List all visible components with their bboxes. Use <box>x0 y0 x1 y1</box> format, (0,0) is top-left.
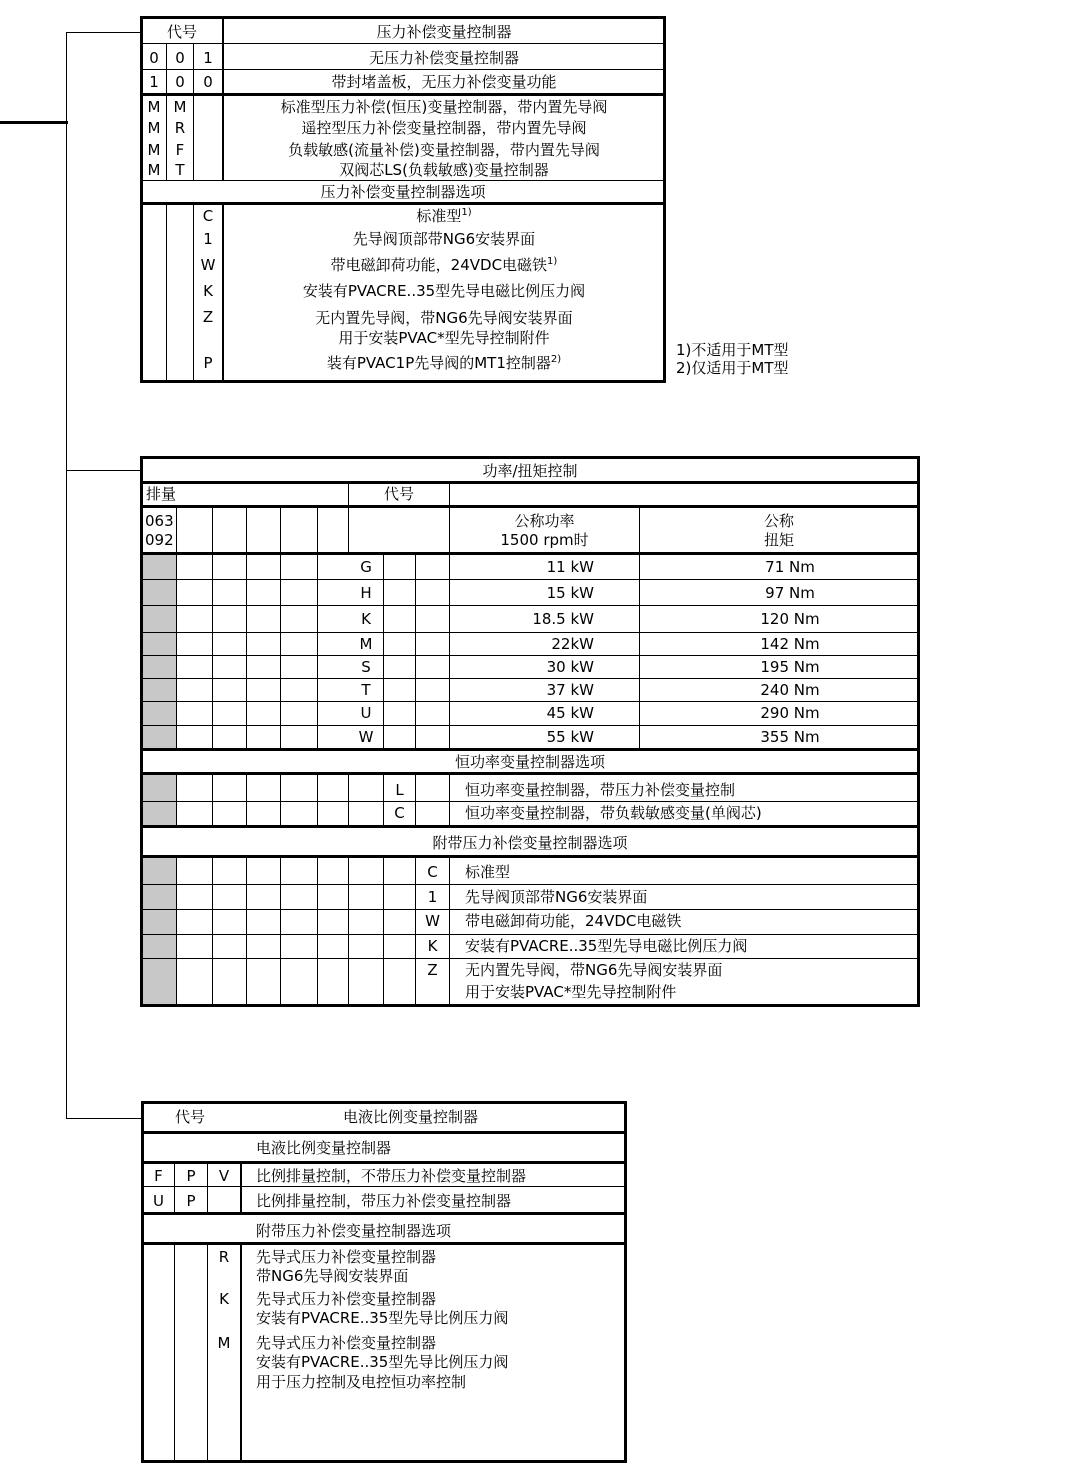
t1-option-desc: 先导阀顶部带NG6安装界面 <box>352 230 536 248</box>
t1-option-footnote: 1) <box>547 256 558 267</box>
t2-col-line <box>212 507 213 749</box>
t2-torque-value: 195 Nm <box>760 658 820 676</box>
t1-code-cell: 0 <box>203 73 213 91</box>
t1-desc: 无压力补偿变量控制器 <box>368 49 519 67</box>
t2-col-line <box>348 775 349 826</box>
t2-row-line <box>142 678 918 679</box>
t1-desc: 遥控型压力补偿变量控制器，带内置先导阀 <box>301 119 587 137</box>
t1-option-code: C <box>202 207 214 225</box>
t2-torque-value: 290 Nm <box>760 704 820 722</box>
t1-code-header: 代号 <box>166 23 197 41</box>
connector-vertical <box>66 32 67 1119</box>
t1-code-cell: M <box>173 98 187 116</box>
t1-code-cell: 0 <box>175 49 185 67</box>
t1-option-desc-text: 装有PVAC1P先导阀的MT1控制器 <box>326 354 551 372</box>
t2-col-line <box>246 507 247 749</box>
t2-power-code: M <box>359 635 373 653</box>
t2-row-line <box>142 958 918 959</box>
t2-pc-desc: 先导阀顶部带NG6安装界面 <box>465 888 648 906</box>
t2-pc-code: C <box>427 863 438 881</box>
t1-desc: 负载敏感(流量补偿)变量控制器，带内置先导阀 <box>288 141 600 159</box>
t1-row-line <box>142 69 664 70</box>
t2-col-line <box>212 858 213 1004</box>
t1-option-desc <box>224 353 664 373</box>
t2-cp-desc: 恒功率变量控制器，带压力补偿变量控制 <box>465 781 736 799</box>
t1-option-code: K <box>203 282 213 300</box>
t1-option-footnote: 2) <box>550 354 562 365</box>
t1-code-cell: 0 <box>175 73 185 91</box>
t3-code-cell: V <box>218 1167 230 1185</box>
t2-torque-header2: 扭矩 <box>763 531 794 549</box>
t1-option-code: Z <box>202 308 214 326</box>
t3-desc: 比例排量控制，不带压力补偿变量控制器 <box>256 1167 527 1185</box>
t2-power-value: 18.5 kW <box>532 610 594 628</box>
t2-power-code: S <box>361 658 371 676</box>
t2-col-line <box>280 858 281 1004</box>
t2-power-code: T <box>361 681 371 699</box>
t2-power-value: 15 kW <box>546 584 594 602</box>
t1-code-cell: M <box>147 141 161 159</box>
t2-col-line <box>246 775 247 826</box>
t2-col-line <box>383 858 384 1004</box>
t3-code-cell: P <box>186 1167 196 1185</box>
t2-power-value: 30 kW <box>546 658 594 676</box>
t3-code-cell: P <box>186 1192 196 1210</box>
t3-opt-code: R <box>218 1248 230 1266</box>
t1-desc: 带封堵盖板，无压力补偿变量功能 <box>331 73 557 91</box>
t2-power-code: G <box>360 558 372 576</box>
t1-option-desc: 安装有PVACRE..35型先导电磁比例压力阀 <box>302 282 586 300</box>
t2-pc-desc: 标准型 <box>465 863 511 881</box>
t1-row-line <box>142 93 664 96</box>
t3-row-line <box>143 1186 625 1187</box>
t2-row-line <box>142 725 918 726</box>
t2-power-header2: 1500 rpm时 <box>500 531 589 549</box>
t1-code-cell: T <box>175 161 185 179</box>
t3-opt-line: 带NG6先导阀安装界面 <box>256 1267 409 1285</box>
t2-cp-code: C <box>394 804 405 822</box>
t3-col-line <box>240 1164 242 1212</box>
t2-row-line <box>142 552 918 555</box>
t1-desc: 双阀芯LS(负载敏感)变量控制器 <box>339 161 549 179</box>
t2-row-line <box>142 655 918 656</box>
t1-code-cell: M <box>147 161 161 179</box>
t2-torque-value: 71 Nm <box>765 558 815 576</box>
t2-torque-header: 公称 <box>763 512 794 530</box>
t3-opt-line: 安装有PVACRE..35型先导比例压力阀 <box>256 1353 509 1371</box>
t2-torque-value: 142 Nm <box>760 635 820 653</box>
t3-title: 电液比例变量控制器 <box>343 1108 479 1126</box>
t3-opt-code: M <box>217 1334 231 1352</box>
t2-row-line <box>142 505 918 508</box>
t2-row-line <box>142 909 918 910</box>
t2-pc-desc-line2: 用于安装PVAC*型先导控制附件 <box>465 983 677 1001</box>
t2-disp-value: 092 <box>145 531 174 549</box>
t2-col-line <box>317 507 318 749</box>
t3-col-line <box>240 1245 242 1461</box>
t2-pc-desc: 无内置先导阀，带NG6先导阀安装界面 <box>465 961 723 979</box>
t1-option-desc-line2: 用于安装PVAC*型先导控制附件 <box>338 329 550 347</box>
t2-col-line <box>280 507 281 749</box>
t2-row-line <box>142 801 918 802</box>
t2-row-line <box>142 701 918 702</box>
t3-opt-line: 用于压力控制及电控恒功率控制 <box>256 1373 467 1391</box>
t2-cp-desc: 恒功率变量控制器，带负载敏感变量(单阀芯) <box>465 804 762 822</box>
t2-col-line <box>348 858 349 1004</box>
t1-option-code: 1 <box>203 230 213 248</box>
t2-pc-title: 附带压力补偿变量控制器选项 <box>432 834 628 852</box>
t2-col-line <box>383 555 384 749</box>
t2-gray-column <box>143 858 176 1004</box>
t3-opt-line: 先导式压力补偿变量控制器 <box>256 1290 437 1308</box>
t3-subtitle: 电液比例变量控制器 <box>256 1139 392 1157</box>
t2-col-line <box>176 507 177 749</box>
t3-opt-line: 先导式压力补偿变量控制器 <box>256 1334 437 1352</box>
connector-to-table1 <box>66 32 142 33</box>
t1-option-desc-text: 标准型 <box>416 207 462 225</box>
t2-col-line <box>246 858 247 1004</box>
t1-note: 2)仅适用于MT型 <box>676 359 789 377</box>
t2-col-line <box>449 775 450 826</box>
t2-row-line <box>142 481 918 484</box>
t2-title: 功率/扭矩控制 <box>482 462 578 480</box>
t1-option-desc: 无内置先导阀，带NG6先导阀安装界面 <box>315 309 573 327</box>
connector-to-table2 <box>66 470 142 471</box>
t2-torque-value: 120 Nm <box>760 610 820 628</box>
t2-col-line <box>176 858 177 1004</box>
t3-opt-title: 附带压力补偿变量控制器选项 <box>256 1222 452 1240</box>
t2-power-code: W <box>358 728 374 746</box>
t2-pc-code: W <box>425 912 440 930</box>
t3-desc: 比例排量控制，带压力补偿变量控制器 <box>256 1192 512 1210</box>
t2-row-line <box>142 772 918 775</box>
t2-col-line <box>415 555 416 749</box>
t2-power-code: U <box>360 704 372 722</box>
t1-option-desc <box>224 206 664 226</box>
t3-row-line <box>143 1161 625 1164</box>
t2-power-value: 22kW <box>551 635 594 653</box>
t1-option-desc-text: 带电磁卸荷功能，24VDC电磁铁 <box>330 256 548 274</box>
t1-title: 压力补偿变量控制器 <box>376 23 512 41</box>
t3-opt-code: K <box>219 1290 229 1308</box>
t2-torque-value: 355 Nm <box>760 728 820 746</box>
t3-col-line <box>174 1245 175 1461</box>
t1-note: 1)不适用于MT型 <box>676 341 789 359</box>
t3-row-line <box>143 1212 625 1215</box>
t2-power-code: H <box>360 584 372 602</box>
t1-option-footnote: 1) <box>461 207 472 218</box>
t1-code-cell: F <box>175 141 185 159</box>
t2-disp-label: 排量 <box>146 485 177 503</box>
t1-code-cell: M <box>147 98 161 116</box>
t2-power-value: 37 kW <box>546 681 594 699</box>
t2-pc-code: K <box>427 937 438 955</box>
t2-pc-code: 1 <box>427 888 438 906</box>
t1-code-cell: 0 <box>149 49 159 67</box>
connector-main-stub <box>0 121 68 124</box>
t3-code-cell: F <box>154 1167 163 1185</box>
t2-disp-value: 063 <box>145 512 174 530</box>
t2-col-line <box>280 775 281 826</box>
t2-col-line <box>415 775 416 826</box>
t2-row-line <box>142 934 918 935</box>
t2-gray-column <box>143 775 176 825</box>
t3-code-header: 代号 <box>175 1108 206 1126</box>
t2-row-line <box>142 855 918 858</box>
t2-torque-value: 97 Nm <box>765 584 815 602</box>
t3-opt-line: 安装有PVACRE..35型先导比例压力阀 <box>256 1309 509 1327</box>
t3-opt-line: 先导式压力补偿变量控制器 <box>256 1248 437 1266</box>
t3-col-line <box>207 1245 208 1461</box>
t2-power-value: 11 kW <box>546 558 594 576</box>
t2-power-code: K <box>361 610 371 628</box>
t2-col-line <box>176 775 177 826</box>
t2-pc-code: Z <box>427 961 438 979</box>
t2-row-line <box>142 605 918 606</box>
t2-row-line <box>142 632 918 633</box>
t2-gray-column <box>143 555 176 748</box>
t1-option-code: W <box>200 256 216 274</box>
connector-to-table3 <box>66 1118 142 1119</box>
t2-col-line <box>449 858 450 1004</box>
t2-code-label: 代号 <box>383 485 414 503</box>
t3-row-line <box>143 1131 625 1134</box>
t1-row-line <box>142 202 664 205</box>
t2-col-line <box>212 775 213 826</box>
t2-power-value: 45 kW <box>546 704 594 722</box>
t1-code-cell: 1 <box>149 73 159 91</box>
t1-option-code: P <box>203 354 213 372</box>
t1-option-desc <box>224 255 664 275</box>
t1-code-cell: M <box>147 119 161 137</box>
t1-desc: 标准型压力补偿(恒压)变量控制器，带内置先导阀 <box>280 98 608 116</box>
t2-cp-code: L <box>395 781 404 799</box>
t2-power-header: 公称功率 <box>514 512 575 530</box>
t2-row-line <box>142 579 918 580</box>
t2-col-line <box>317 858 318 1004</box>
t2-power-value: 55 kW <box>546 728 594 746</box>
t2-pc-desc: 安装有PVACRE..35型先导电磁比例压力阀 <box>465 937 748 955</box>
t2-pc-desc: 带电磁卸荷功能，24VDC电磁铁 <box>465 912 682 930</box>
t2-torque-value: 240 Nm <box>760 681 820 699</box>
t2-cp-title: 恒功率变量控制器选项 <box>454 753 605 771</box>
t2-col-line <box>317 775 318 826</box>
t2-row-line <box>142 884 918 885</box>
t1-code-cell: 1 <box>203 49 213 67</box>
t3-code-cell: U <box>153 1192 164 1210</box>
t1-code-cell: R <box>174 119 186 137</box>
t3-row-line <box>143 1242 625 1245</box>
t1-options-title: 压力补偿变量控制器选项 <box>320 183 486 201</box>
t1-row-line <box>142 43 664 44</box>
